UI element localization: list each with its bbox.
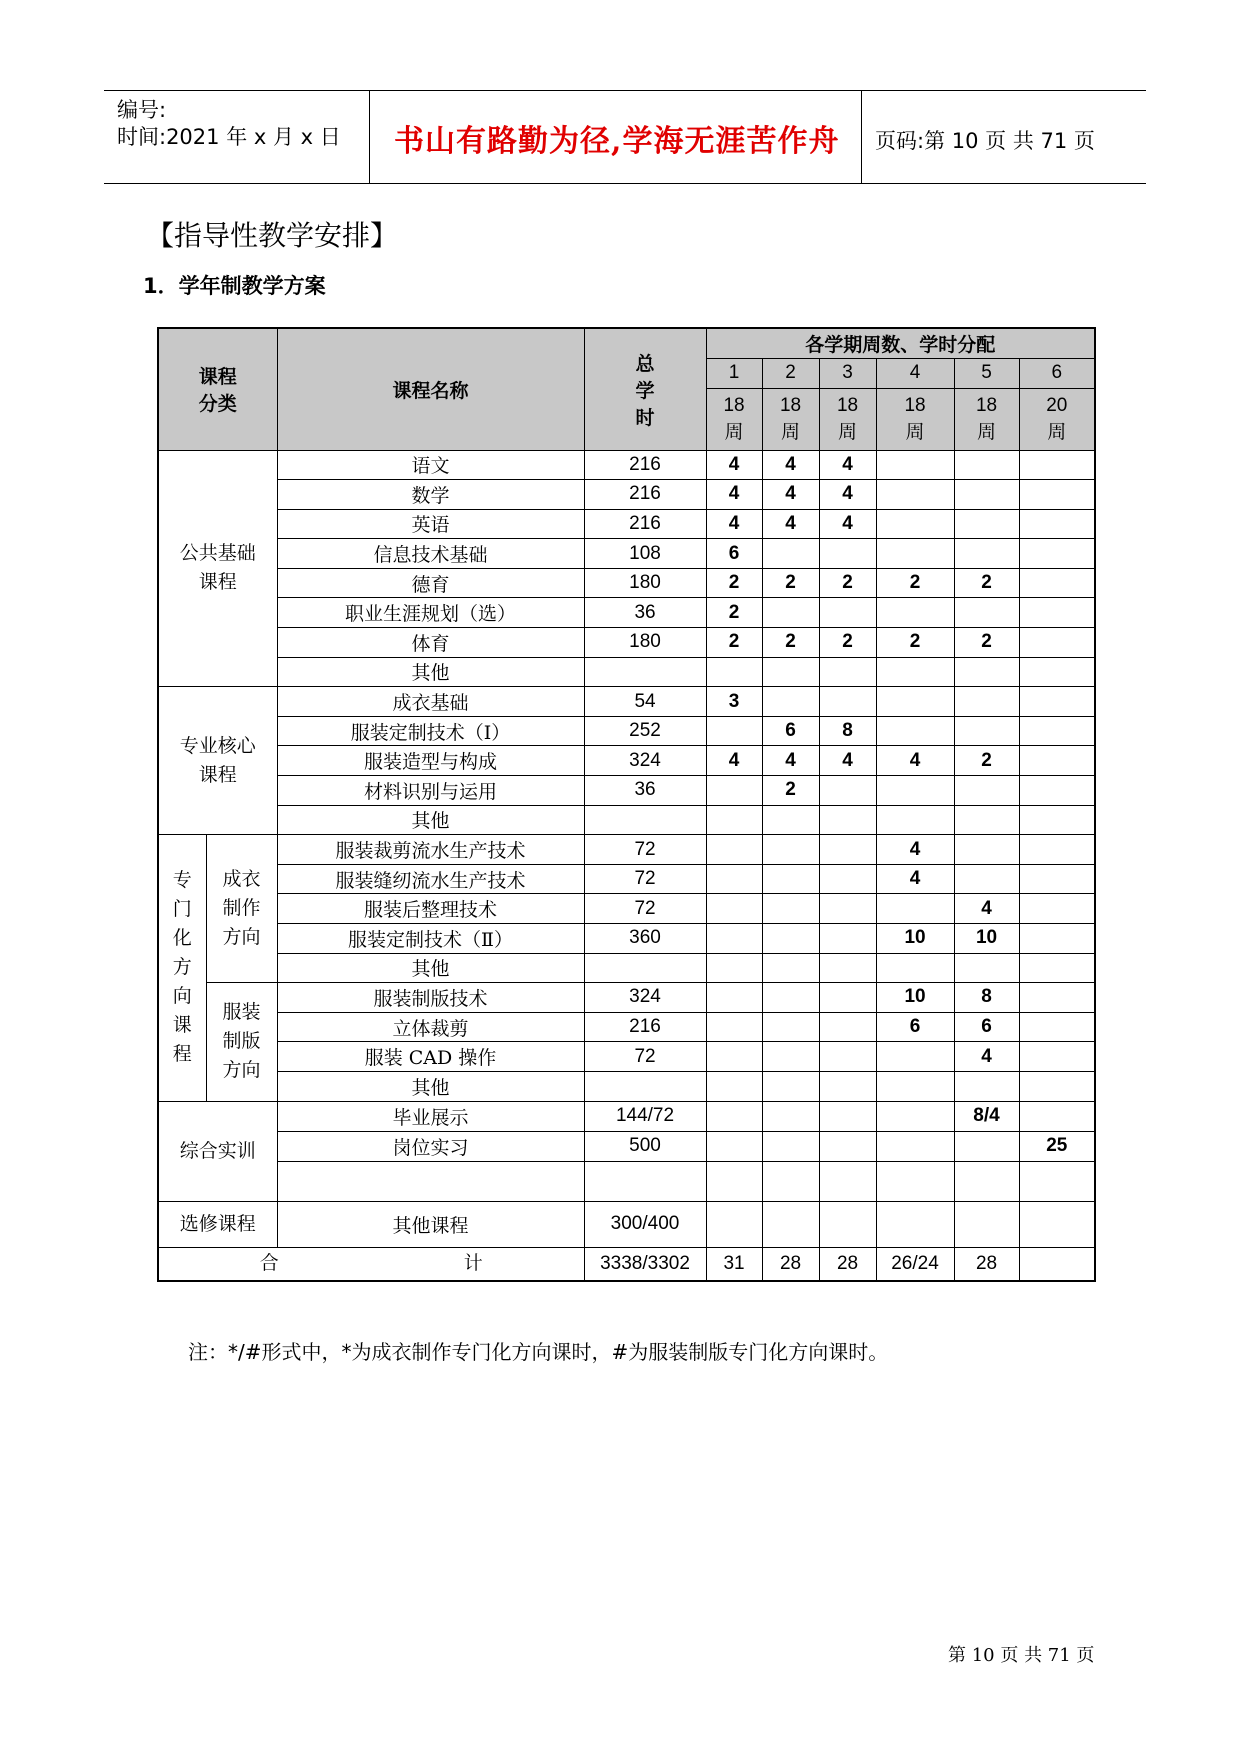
term-5-hours: 4	[954, 1042, 1019, 1072]
term-4-hours	[876, 894, 954, 924]
category-garment-making: 成衣 制作 方向	[206, 835, 277, 983]
term-4-hours	[876, 450, 954, 480]
table-row	[158, 864, 1095, 894]
course-name: 服装缝纫流水生产技术	[277, 864, 584, 894]
course-name: 其他	[277, 657, 584, 687]
teaching-plan-table	[157, 327, 1096, 1282]
course-name	[277, 1161, 584, 1201]
term-3-hours: 8	[819, 716, 876, 746]
header-motto: 书山有路勤为径,学海无涯苦作舟	[394, 124, 840, 159]
category-professional-core: 专业核心 课程	[158, 687, 277, 835]
course-name: 数学	[277, 480, 584, 510]
term-5-hours	[954, 953, 1019, 983]
term-3-hours	[819, 1131, 876, 1161]
term-2-hours	[762, 1131, 819, 1161]
table-row	[158, 983, 1095, 1013]
term-3-hours	[819, 924, 876, 954]
term-4-hours	[876, 1101, 954, 1131]
table-row	[158, 805, 1095, 835]
header-category: 课程 分类	[158, 328, 277, 450]
term-6-hours	[1019, 450, 1095, 480]
course-name: 职业生涯规划（选）	[277, 598, 584, 628]
category-pattern-making: 服装 制版 方向	[206, 983, 277, 1101]
term-3-hours	[819, 1201, 876, 1247]
term-1-hours	[706, 1042, 762, 1072]
term-4-hours	[876, 716, 954, 746]
term-6-hours	[1019, 539, 1095, 569]
course-name: 信息技术基础	[277, 539, 584, 569]
course-hours: 72	[584, 864, 706, 894]
total-row	[158, 1247, 1095, 1281]
term-6-hours	[1019, 1161, 1095, 1201]
header-divider-left	[369, 90, 370, 183]
term-5-hours: 10	[954, 924, 1019, 954]
header-total-hours: 总 学 时	[584, 328, 706, 450]
term-5-hours: 8	[954, 983, 1019, 1013]
course-hours: 324	[584, 746, 706, 776]
term-1-hours: 4	[706, 480, 762, 510]
term-5-weeks: 18 周	[954, 388, 1019, 450]
term-2-hours	[762, 1012, 819, 1042]
table-row	[158, 480, 1095, 510]
term-6-hours	[1019, 746, 1095, 776]
course-hours: 180	[584, 628, 706, 658]
course-hours	[584, 1161, 706, 1201]
term-1-hours: 4	[706, 450, 762, 480]
term-1-hours	[706, 864, 762, 894]
term-5-hours	[954, 835, 1019, 865]
header-top-rule	[104, 90, 1146, 91]
term-5-hours: 8/4	[954, 1101, 1019, 1131]
term-6-hours	[1019, 1012, 1095, 1042]
table-row	[158, 657, 1095, 687]
term-2-hours	[762, 894, 819, 924]
term-2-hours	[762, 657, 819, 687]
course-hours: 216	[584, 1012, 706, 1042]
table-row	[158, 450, 1095, 480]
header-divider-right	[861, 90, 862, 183]
term-2-hours	[762, 1071, 819, 1101]
course-hours	[584, 805, 706, 835]
term-5-hours	[954, 509, 1019, 539]
term-2-hours	[762, 835, 819, 865]
term-6-hours	[1019, 657, 1095, 687]
course-name: 岗位实习	[277, 1131, 584, 1161]
term-1-hours	[706, 953, 762, 983]
table-row	[158, 1071, 1095, 1101]
course-hours: 500	[584, 1131, 706, 1161]
course-hours: 72	[584, 1042, 706, 1072]
term-3-hours	[819, 657, 876, 687]
term-1-hours	[706, 1201, 762, 1247]
section-title: 【指导性教学安排】	[146, 219, 399, 252]
term-3-hours	[819, 983, 876, 1013]
term-1-hours	[706, 716, 762, 746]
table-note: 注：*/#形式中，*为成衣制作专门化方向课时，#为服装制版专门化方向课时。	[188, 1340, 889, 1364]
term-2-hours	[762, 1101, 819, 1131]
course-hours: 108	[584, 539, 706, 569]
term-4-hours	[876, 1042, 954, 1072]
term-5: 5	[954, 358, 1019, 388]
term-6-hours	[1019, 864, 1095, 894]
term-5-hours	[954, 1201, 1019, 1247]
term-4-hours: 4	[876, 835, 954, 865]
term-6-hours	[1019, 953, 1095, 983]
term-2-hours	[762, 1042, 819, 1072]
course-hours: 324	[584, 983, 706, 1013]
term-3-hours	[819, 1161, 876, 1201]
term-6-hours	[1019, 628, 1095, 658]
term-3-hours: 2	[819, 628, 876, 658]
course-hours: 72	[584, 894, 706, 924]
term-3-hours	[819, 1071, 876, 1101]
term-3-hours	[819, 1012, 876, 1042]
course-name: 服装 CAD 操作	[277, 1042, 584, 1072]
course-name: 英语	[277, 509, 584, 539]
term-2: 2	[762, 358, 819, 388]
term-1-hours: 4	[706, 509, 762, 539]
term-1-hours	[706, 835, 762, 865]
term-4-hours	[876, 539, 954, 569]
term-2-hours	[762, 539, 819, 569]
term-2-hours	[762, 1201, 819, 1247]
term-4-hours: 4	[876, 746, 954, 776]
term-6-hours	[1019, 924, 1095, 954]
term-4-hours	[876, 805, 954, 835]
term-2-hours	[762, 598, 819, 628]
term-4-hours: 2	[876, 628, 954, 658]
term-4-hours	[876, 776, 954, 806]
course-hours	[584, 953, 706, 983]
term-3-hours	[819, 805, 876, 835]
term-2-hours	[762, 805, 819, 835]
term-4-hours: 10	[876, 983, 954, 1013]
term-1: 1	[706, 358, 762, 388]
table-row	[158, 568, 1095, 598]
term-2-hours	[762, 864, 819, 894]
category-practice: 综合实训	[158, 1101, 277, 1201]
term-5-hours: 2	[954, 746, 1019, 776]
term-5-hours	[954, 1161, 1019, 1201]
term-5-hours	[954, 776, 1019, 806]
term-5-hours	[954, 1071, 1019, 1101]
term-5-hours	[954, 450, 1019, 480]
term-3-hours	[819, 835, 876, 865]
course-hours	[584, 1071, 706, 1101]
term-3-hours	[819, 776, 876, 806]
course-name: 其他课程	[277, 1201, 584, 1247]
term-1-hours	[706, 805, 762, 835]
term-2-hours: 4	[762, 480, 819, 510]
term-1-hours: 2	[706, 568, 762, 598]
category-specialized: 专 门 化 方 向 课 程	[158, 835, 206, 1101]
course-name: 服装制版技术	[277, 983, 584, 1013]
course-hours: 216	[584, 509, 706, 539]
term-6: 6	[1019, 358, 1095, 388]
term-1-hours: 2	[706, 628, 762, 658]
term-5-hours	[954, 716, 1019, 746]
term-5-hours	[954, 480, 1019, 510]
term-4-hours	[876, 1201, 954, 1247]
table-row	[158, 1042, 1095, 1072]
term-1-hours	[706, 924, 762, 954]
term-5-hours	[954, 657, 1019, 687]
term-1-hours	[706, 1101, 762, 1131]
term-6-hours	[1019, 716, 1095, 746]
course-name: 语文	[277, 450, 584, 480]
header-bottom-rule	[104, 183, 1146, 184]
term-5-hours	[954, 687, 1019, 717]
term-1-hours	[706, 983, 762, 1013]
table-row	[158, 716, 1095, 746]
term-2-hours: 2	[762, 568, 819, 598]
header-course-name: 课程名称	[277, 328, 584, 450]
total-term-3: 28	[819, 1247, 876, 1281]
course-hours: 36	[584, 776, 706, 806]
term-2-hours: 2	[762, 776, 819, 806]
total-term-4: 26/24	[876, 1247, 954, 1281]
term-6-hours	[1019, 1071, 1095, 1101]
table-row	[158, 924, 1095, 954]
term-3-hours	[819, 1042, 876, 1072]
term-2-hours	[762, 1161, 819, 1201]
document-time-label: 时间:2021 年 x 月 x 日	[117, 125, 341, 149]
table-row	[158, 1131, 1095, 1161]
term-4-hours	[876, 1131, 954, 1161]
term-3-hours	[819, 539, 876, 569]
term-3-hours	[819, 1101, 876, 1131]
term-2-hours: 4	[762, 509, 819, 539]
course-hours: 360	[584, 924, 706, 954]
term-3: 3	[819, 358, 876, 388]
table-row	[158, 776, 1095, 806]
course-name: 服装定制技术（Ⅰ）	[277, 716, 584, 746]
term-3-hours	[819, 598, 876, 628]
term-5-hours: 4	[954, 894, 1019, 924]
term-4: 4	[876, 358, 954, 388]
course-hours: 54	[584, 687, 706, 717]
table-row	[158, 1201, 1095, 1247]
term-3-hours	[819, 864, 876, 894]
course-name: 服装裁剪流水生产技术	[277, 835, 584, 865]
total-hours: 3338/3302	[584, 1247, 706, 1281]
term-1-hours	[706, 1161, 762, 1201]
table-row	[158, 746, 1095, 776]
term-1-weeks: 18 周	[706, 388, 762, 450]
term-6-hours	[1019, 687, 1095, 717]
term-1-hours	[706, 1012, 762, 1042]
term-2-hours	[762, 687, 819, 717]
category-public-basics: 公共基础 课程	[158, 450, 277, 687]
term-6-hours	[1019, 1201, 1095, 1247]
term-5-hours	[954, 1131, 1019, 1161]
table-row	[158, 1012, 1095, 1042]
term-3-hours	[819, 894, 876, 924]
term-1-hours	[706, 894, 762, 924]
term-6-hours	[1019, 598, 1095, 628]
table-row	[158, 687, 1095, 717]
term-3-weeks: 18 周	[819, 388, 876, 450]
term-4-hours: 10	[876, 924, 954, 954]
table-row	[158, 598, 1095, 628]
term-4-hours	[876, 480, 954, 510]
term-4-hours: 4	[876, 864, 954, 894]
term-4-hours: 2	[876, 568, 954, 598]
term-1-hours	[706, 1131, 762, 1161]
header-page-label: 页码:第 10 页 共 71 页	[875, 129, 1095, 153]
term-3-hours	[819, 953, 876, 983]
term-6-hours	[1019, 835, 1095, 865]
term-5-hours	[954, 805, 1019, 835]
term-2-hours: 4	[762, 746, 819, 776]
term-4-hours	[876, 509, 954, 539]
course-name: 其他	[277, 1071, 584, 1101]
term-6-weeks: 20 周	[1019, 388, 1095, 450]
term-6-hours	[1019, 480, 1095, 510]
table-row	[158, 1161, 1095, 1201]
term-5-hours	[954, 598, 1019, 628]
term-6-hours	[1019, 894, 1095, 924]
term-2-weeks: 18 周	[762, 388, 819, 450]
term-1-hours: 4	[706, 746, 762, 776]
term-6-hours	[1019, 776, 1095, 806]
course-name: 毕业展示	[277, 1101, 584, 1131]
term-1-hours	[706, 776, 762, 806]
total-term-6	[1019, 1247, 1095, 1281]
table-row	[158, 835, 1095, 865]
term-4-weeks: 18 周	[876, 388, 954, 450]
term-5-hours	[954, 539, 1019, 569]
term-6-hours	[1019, 805, 1095, 835]
course-hours: 252	[584, 716, 706, 746]
course-name: 材料识别与运用	[277, 776, 584, 806]
term-5-hours: 6	[954, 1012, 1019, 1042]
course-hours: 300/400	[584, 1201, 706, 1247]
course-hours: 216	[584, 480, 706, 510]
term-2-hours	[762, 924, 819, 954]
term-4-hours	[876, 687, 954, 717]
term-2-hours: 4	[762, 450, 819, 480]
term-3-hours	[819, 687, 876, 717]
term-4-hours	[876, 1161, 954, 1201]
subsection-title: 1．学年制教学方案	[143, 274, 326, 298]
term-1-hours	[706, 657, 762, 687]
term-3-hours: 4	[819, 480, 876, 510]
term-6-hours	[1019, 1101, 1095, 1131]
term-4-hours	[876, 657, 954, 687]
term-3-hours: 4	[819, 746, 876, 776]
course-hours: 36	[584, 598, 706, 628]
term-3-hours: 4	[819, 509, 876, 539]
term-5-hours: 2	[954, 628, 1019, 658]
course-name: 成衣基础	[277, 687, 584, 717]
course-hours: 180	[584, 568, 706, 598]
term-5-hours: 2	[954, 568, 1019, 598]
term-1-hours: 3	[706, 687, 762, 717]
course-hours	[584, 657, 706, 687]
term-1-hours: 6	[706, 539, 762, 569]
term-4-hours	[876, 1071, 954, 1101]
course-hours: 72	[584, 835, 706, 865]
course-hours: 144/72	[584, 1101, 706, 1131]
term-2-hours	[762, 983, 819, 1013]
total-term-1: 31	[706, 1247, 762, 1281]
table-row	[158, 539, 1095, 569]
course-name: 服装后整理技术	[277, 894, 584, 924]
course-hours: 216	[584, 450, 706, 480]
term-2-hours: 2	[762, 628, 819, 658]
term-2-hours: 6	[762, 716, 819, 746]
course-name: 其他	[277, 805, 584, 835]
term-6-hours: 25	[1019, 1131, 1095, 1161]
course-name: 服装定制技术（Ⅱ）	[277, 924, 584, 954]
term-4-hours	[876, 953, 954, 983]
table-row	[158, 509, 1095, 539]
document-number-label: 编号:	[117, 98, 167, 122]
term-4-hours: 6	[876, 1012, 954, 1042]
total-term-5: 28	[954, 1247, 1019, 1281]
term-4-hours	[876, 598, 954, 628]
term-3-hours: 2	[819, 568, 876, 598]
course-name: 德育	[277, 568, 584, 598]
course-name: 服装造型与构成	[277, 746, 584, 776]
term-6-hours	[1019, 983, 1095, 1013]
total-term-2: 28	[762, 1247, 819, 1281]
table-row	[158, 1101, 1095, 1131]
course-name: 体育	[277, 628, 584, 658]
term-6-hours	[1019, 568, 1095, 598]
category-elective: 选修课程	[158, 1201, 277, 1247]
header-term-distribution: 各学期周数、学时分配	[706, 328, 1095, 358]
table-row	[158, 628, 1095, 658]
term-1-hours	[706, 1071, 762, 1101]
term-6-hours	[1019, 1042, 1095, 1072]
term-1-hours: 2	[706, 598, 762, 628]
term-2-hours	[762, 953, 819, 983]
table-row	[158, 953, 1095, 983]
course-name: 其他	[277, 953, 584, 983]
page-footer: 第 10 页 共 71 页	[948, 1645, 1095, 1666]
term-6-hours	[1019, 509, 1095, 539]
term-3-hours: 4	[819, 450, 876, 480]
table-row	[158, 894, 1095, 924]
term-5-hours	[954, 864, 1019, 894]
course-name: 立体裁剪	[277, 1012, 584, 1042]
total-label: 合 计	[158, 1247, 584, 1281]
